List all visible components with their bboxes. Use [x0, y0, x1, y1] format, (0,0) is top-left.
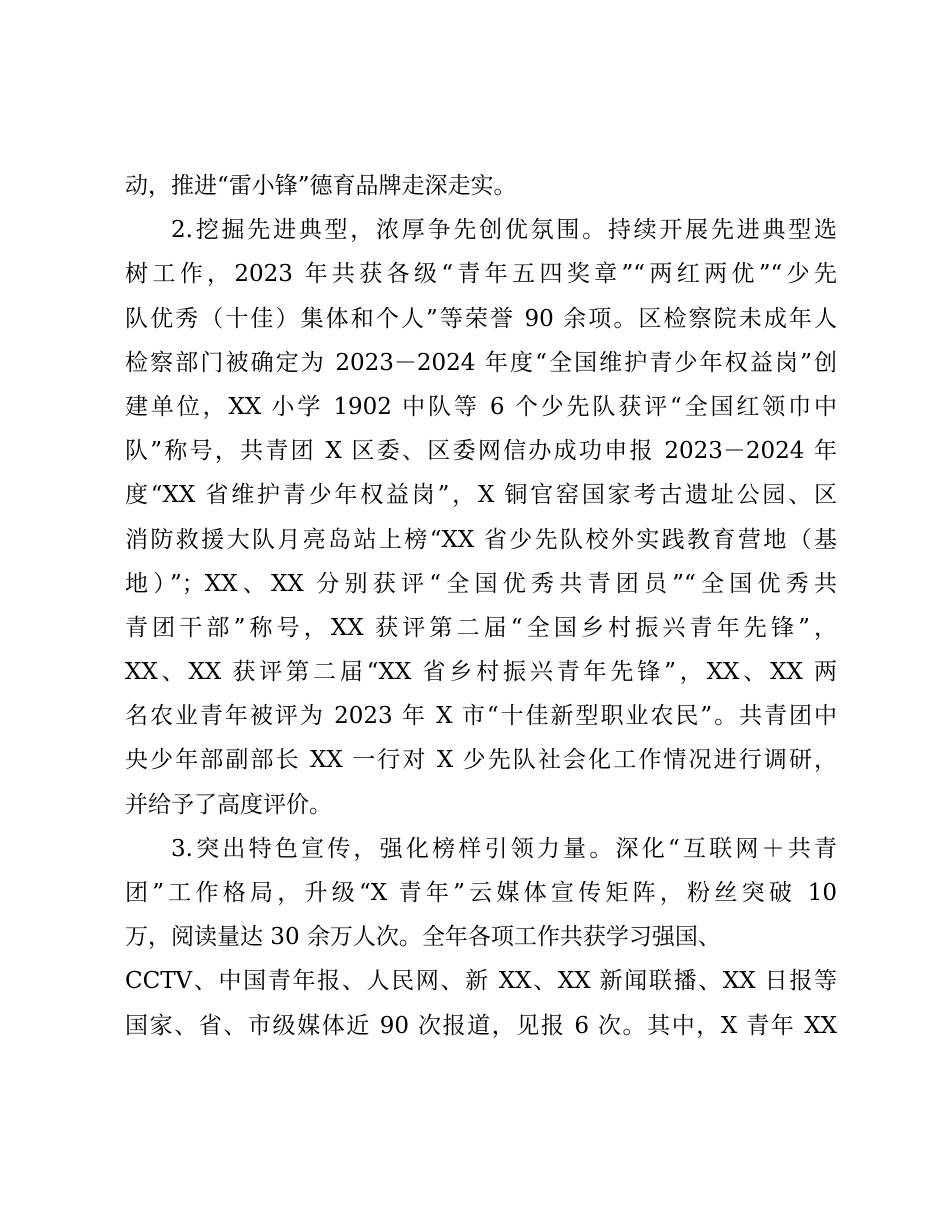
text-line: 青团干部”称号，XX 获评第二届“全国乡村振兴青年先锋”，: [125, 614, 837, 641]
text-line: 动，推进“雷小锋”德育品牌走深走实。: [125, 173, 517, 199]
text-line: 度“XX 省维护青少年权益岗”，X 铜官窑国家考古遗址公园、区: [125, 482, 837, 509]
text-line: 建单位，XX 小学 1902 中队等 6 个少先队获评“全国红领巾中: [125, 393, 837, 420]
body-text: [125, 164, 837, 1048]
text-line: 2.挖掘先进典型，浓厚争先创优氛围。持续开展先进典型选: [171, 217, 837, 244]
text-line: 消防救援大队月亮岛站上榜“XX 省少先队校外实践教育营地（基: [125, 526, 837, 553]
text-line: 地）”；XX、XX 分别获评“全国优秀共青团员”“全国优秀共: [125, 570, 837, 597]
text-line: 央少年部副部长 XX 一行对 X 少先队社会化工作情况进行调研，: [125, 747, 837, 774]
text-line: 团”工作格局，升级“X 青年”云媒体宣传矩阵，粉丝突破 10: [125, 880, 837, 906]
text-line: 名农业青年被评为 2023 年 X 市“十佳新型职业农民”。共青团中: [125, 703, 837, 730]
text-line: 3.突出特色宣传，强化榜样引领力量。深化“互联网＋共青: [171, 835, 837, 862]
text-line: 国家、省、市级媒体近 90 次报道，见报 6 次。其中，X 青年 XX: [125, 1012, 837, 1039]
text-line: 队”称号，共青团 X 区委、区委网信办成功申报 2023－2024 年: [125, 438, 837, 465]
text-line: 检察部门被确定为 2023－2024 年度“全国维护青少年权益岗”创: [125, 349, 837, 376]
text-line: 并给予了高度评价。: [125, 791, 332, 818]
text-line: CCTV、中国青年报、人民网、新 XX、XX 新闻联播、XX 日报等: [125, 968, 837, 995]
text-line: 树工作，2023 年共获各级“青年五四奖章”“两红两优”“少先: [125, 261, 837, 288]
text-line: 队优秀（十佳）集体和个人”等荣誉 90 余项。区检察院未成年人: [125, 305, 837, 332]
text-line: 万，阅读量达 30 余万人次。全年各项工作共获学习强国、: [125, 924, 721, 951]
text-line: XX、XX 获评第二届“XX 省乡村振兴青年先锋”，XX、XX 两: [125, 659, 837, 686]
